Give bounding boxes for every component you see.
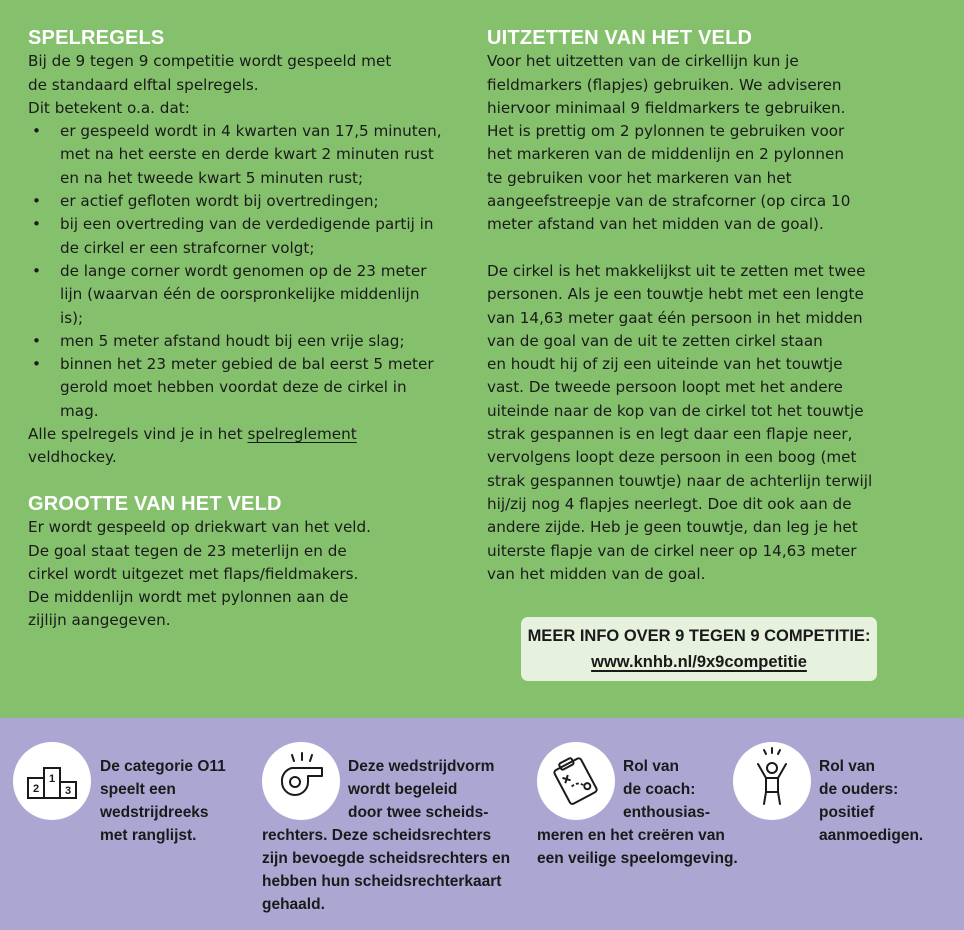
referee-text-bottom	[262, 824, 510, 916]
spelregels-closing-suffix: veldhockey.	[28, 448, 117, 467]
grootte-heading: GROOTTE VAN HET VELD	[28, 492, 282, 515]
spelregels-heading: SPELREGELS	[28, 27, 165, 49]
list-item-line: • binnen het 23 meter gebied de bal eerst 5 meter	[60, 355, 434, 374]
coach-text-bottom	[537, 824, 738, 870]
referee-line: rechters. Deze scheidsrechters	[262, 827, 492, 844]
list-item-line: • er actief gefloten wordt bij overtredingen;	[60, 192, 379, 211]
left-column	[28, 27, 468, 633]
grootte-line: cirkel wordt uitgezet met flaps/fieldmakers.	[28, 564, 359, 583]
uitzetten-p1-line: fieldmarkers (flapjes) gebruiken. We adviseren	[487, 75, 842, 94]
uitzetten-p2-line: uiterste flapje van de cirkel neer op 14,63 meter	[487, 541, 857, 560]
whistle-icon	[262, 742, 340, 820]
list-item	[28, 353, 468, 423]
uitzetten-p2-line: van de goal van de uit te zetten cirkel staan	[487, 331, 823, 350]
list-item-line: • er gespeeld wordt in 4 kwarten van 17,5 minuten,	[60, 122, 442, 141]
uitzetten-p2-line: hij/zij nog 4 flapjes neerlegt. Doe dit ook aan de	[487, 494, 852, 513]
list-item-line: de cirkel er een strafcorner volgt;	[60, 238, 315, 257]
grootte-line: zijlijn aangegeven.	[28, 611, 171, 630]
spelregels-list	[28, 120, 468, 423]
info-url-link[interactable]: www.knhb.nl/9x9competitie	[591, 653, 807, 671]
uitzetten-p2-line: De cirkel is het makkelijkst uit te zetten met twee	[487, 261, 866, 280]
referee-text-top	[348, 755, 494, 824]
list-item-line: mag.	[60, 401, 99, 420]
uitzetten-p1-line: Het is prettig om 2 pylonnen te gebruiken voor	[487, 122, 845, 141]
referee-line: Deze wedstrijdvorm	[348, 758, 495, 775]
podium-label-2: 2	[32, 783, 40, 795]
uitzetten-p1-line: te gebruiken voor het markeren van het	[487, 168, 792, 187]
list-item-line: lijn (waarvan één de oorspronkelijke middenlijn	[60, 285, 420, 304]
uitzetten-p2-line: en houdt hij of zij een uiteinde van het touwtje	[487, 355, 843, 374]
uitzetten-p1-line: Voor het uitzetten van de cirkellijn kun je	[487, 52, 799, 71]
list-item	[28, 330, 468, 353]
podium-icon	[13, 742, 91, 820]
clipboard-tactics-icon	[537, 742, 615, 820]
closing-prefix: Alle spelregels vind je in het	[28, 425, 248, 444]
whistle-icon-circle	[262, 742, 340, 820]
grootte-line: De middenlijn wordt met pylonnen aan de	[28, 588, 349, 607]
list-item-line: gerold moet hebben voordat deze de cirkel in	[60, 378, 407, 397]
parents-text	[819, 755, 923, 847]
list-item	[28, 213, 468, 260]
podium-label-3: 3	[64, 785, 72, 797]
list-item-line: is);	[60, 308, 84, 327]
referee-line: door twee scheids-	[348, 804, 489, 821]
ranking-line: wedstrijdreeks	[100, 804, 209, 821]
parents-line: aanmoedigen.	[819, 827, 924, 844]
referee-line: wordt begeleid	[348, 781, 458, 798]
clipboard-icon-circle	[537, 742, 615, 820]
coach-text-top	[623, 755, 710, 824]
uitzetten-p2-line: uiteinde naar de kop van de cirkel tot het touwtje	[487, 401, 864, 420]
coach-line: Rol van	[623, 758, 679, 775]
referee-line: gehaald.	[262, 896, 325, 913]
grootte-line: De goal staat tegen de 23 meterlijn en de	[28, 541, 347, 560]
spelregels-lead: Dit betekent o.a. dat:	[28, 98, 190, 117]
list-item-line: met na het eerste en derde kwart 2 minuten rust	[60, 145, 434, 164]
info-heading: MEER INFO OVER 9 TEGEN 9 COMPETITIE:	[527, 627, 871, 645]
spelregels-intro-line-1: Bij de 9 tegen 9 competitie wordt gespeeld met	[28, 52, 392, 71]
podium-label-1: 1	[48, 773, 56, 785]
uitzetten-p2-line: personen. Als je een touwtje hebt met een lengte	[487, 285, 864, 304]
grootte-line: Er wordt gespeeld op driekwart van het veld.	[28, 518, 371, 537]
parents-line: positief	[819, 804, 875, 821]
uitzetten-p2-line: vast. De tweede persoon loopt met het andere	[487, 378, 843, 397]
uitzetten-p1-line: meter afstand van het midden van de goal).	[487, 215, 824, 234]
coach-line: enthousias-	[623, 804, 710, 821]
ranking-line: met ranglijst.	[100, 827, 197, 844]
referee-line: zijn bevoegde scheidsrechters en	[262, 850, 511, 867]
uitzetten-p1-line: het markeren van de middenlijn en 2 pylonnen	[487, 145, 844, 164]
spelregels-intro-line-2: de standaard elftal spelregels.	[28, 75, 259, 94]
uitzetten-p2-line: andere zijde. Heb je geen touwtje, dan leg je het	[487, 518, 858, 537]
uitzetten-p1-line: hiervoor minimaal 9 fieldmarkers te gebruiken.	[487, 98, 846, 117]
coach-line: een veilige speelomgeving.	[537, 850, 738, 867]
right-column	[487, 27, 937, 586]
ranking-text	[100, 755, 226, 847]
coach-line: de coach:	[623, 781, 696, 798]
spelreglement-link[interactable]: spelreglement	[247, 425, 357, 444]
uitzetten-p2-line: van 14,63 meter gaat één persoon in het midden	[487, 308, 863, 327]
cheering-person-icon	[733, 742, 811, 820]
list-item-line: • bij een overtreding van de verdedigende partij in	[60, 215, 434, 234]
list-item-line: en na het tweede kwart 5 minuten rust;	[60, 168, 364, 187]
list-item-line: • men 5 meter afstand houdt bij een vrije slag;	[60, 331, 405, 350]
coach-line: meren en het creëren van	[537, 827, 725, 844]
uitzetten-p2-line: vervolgens loopt deze persoon in een boog (met	[487, 448, 857, 467]
list-item	[28, 260, 468, 330]
uitzetten-p2-line: strak gespannen touwtje) naar de achterlijn terwijl	[487, 471, 873, 490]
parents-line: Rol van	[819, 758, 875, 775]
list-item-line: • de lange corner wordt genomen op de 23 meter	[60, 261, 427, 280]
podium-icon-circle	[13, 742, 91, 820]
uitzetten-p1-line: aangeefstreepje van de strafcorner (op circa 10	[487, 192, 851, 211]
info-box	[521, 617, 877, 681]
uitzetten-p2-line: van het midden van de goal.	[487, 564, 706, 583]
list-item	[28, 190, 468, 213]
uitzetten-p2-line: strak gespannen is en legt daar een flapje neer,	[487, 425, 853, 444]
referee-line: hebben hun scheidsrechterkaart	[262, 873, 502, 890]
parents-line: de ouders:	[819, 781, 899, 798]
ranking-line: speelt een	[100, 781, 176, 798]
list-item	[28, 120, 468, 190]
person-icon-circle	[733, 742, 811, 820]
ranking-line: De categorie O11	[100, 758, 226, 775]
uitzetten-heading: UITZETTEN VAN HET VELD	[487, 27, 753, 49]
spelregels-closing	[28, 423, 468, 446]
